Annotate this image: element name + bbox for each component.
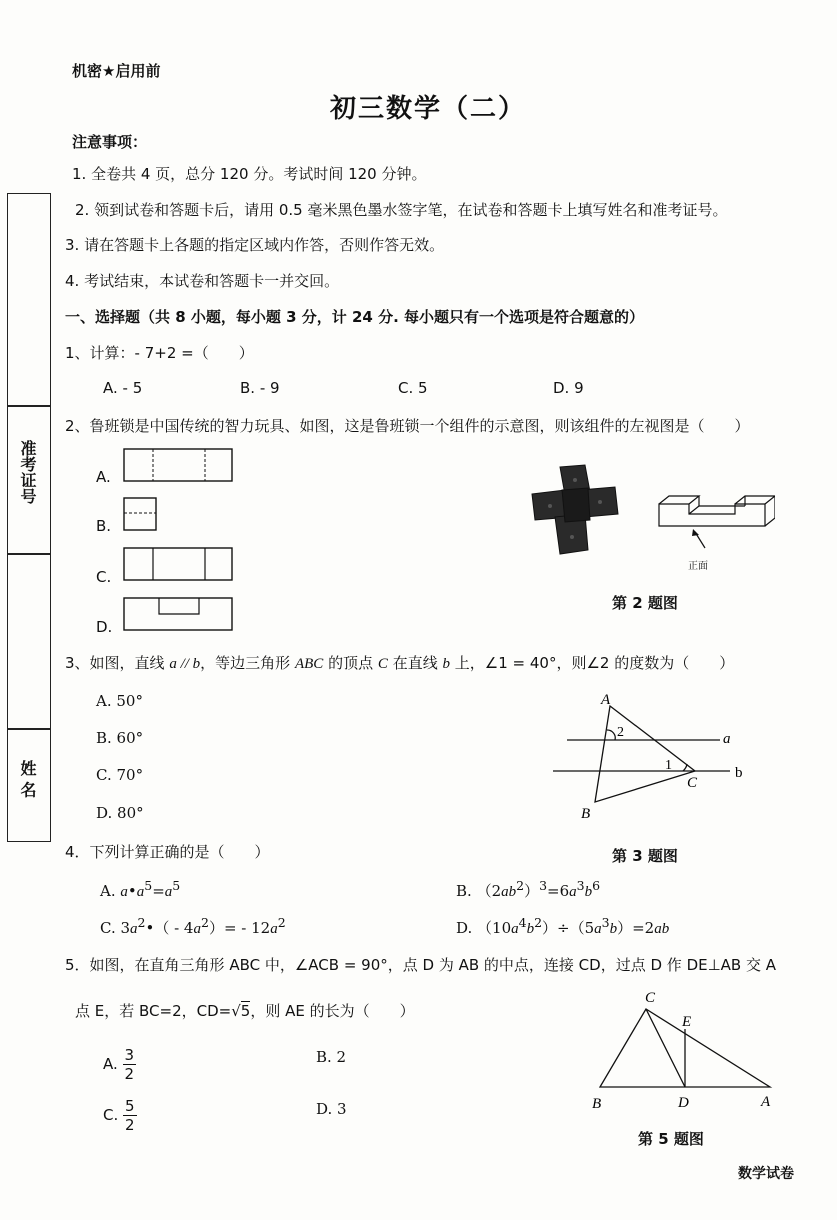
q2-option-d-figure [123,597,235,633]
q2-option-b-figure [123,497,159,533]
section-1-heading: 一、选择题（共 8 小题，每小题 3 分，计 24 分. 每小题只有一个选项是符合题意的） [65,308,645,326]
label-a-vertex: A [601,692,611,708]
q4-option-c-label: C. [100,919,116,937]
frac-a-denominator: 2 [124,1065,135,1083]
sqrt-expression: √5 [231,1002,251,1020]
q5-stem-line1: 5．如图，在直角三角形 ABC 中，∠ACB = 90°，点 D 为 AB 的中点，连接 CD，过点 D 作 DE⊥AB 交 A [65,956,777,974]
q5-caption: 第 5 题图 [638,1130,704,1148]
q3-caption: 第 3 题图 [612,847,678,865]
q3-option-d: D. 80° [96,804,144,822]
notice-item-4: 4. 考试结束，本试卷和答题卡一并交回。 [65,272,340,290]
q2-caption: 第 2 题图 [612,594,678,612]
q5-figure [588,985,788,1115]
q4-option-a: A. $a•a^5=a^5$ [100,878,181,900]
q2-option-c-figure [123,547,235,583]
name-label: 姓 名 [18,760,37,798]
q1-option-c: C. 5 [398,379,428,397]
q3-stem-online: 在直线 [392,654,438,672]
q5-option-a-fraction [123,1046,137,1083]
q3-stem-lines: a // b [169,656,201,672]
q3-stem-prefix: 3、如图，直线 [65,654,165,672]
sqrt-value: 5 [240,1002,251,1020]
q5-stem-line2 [75,1000,415,1021]
label-c-vertex: C [687,775,698,791]
q3-stem-tail: 上，∠1 = 40°，则∠2 的度数为（ ） [454,654,735,672]
sidebar-box-blank [7,553,51,730]
q5-option-a-label: A. [103,1055,118,1073]
luban-lock-photo [530,462,620,557]
q5-label-a: A [761,1094,771,1110]
frac-c-numerator: 5 [125,1097,135,1115]
q2-option-b-label: B. [96,517,112,535]
q5-option-d: D. 3 [316,1100,347,1118]
q5-stem-line2-prefix: 点 E，若 BC=2，CD= [75,1002,232,1020]
q5-stem-line2-suffix: ，则 AE 的长为（ ） [250,1002,415,1020]
q4-option-d-label: D. [456,919,473,937]
frac-a-numerator: 3 [124,1046,135,1064]
page-title: 初三数学（二） [330,94,527,124]
frac-c-denominator: 2 [125,1116,135,1134]
q3-stem-mid: ，等边三角形 [200,654,291,672]
q4-stem: 4．下列计算正确的是（ ） [65,843,270,861]
q5-label-e: E [682,1014,692,1030]
q4-option-a-label: A. [100,882,116,900]
q3-stem-vertex: 的顶点 [328,654,374,672]
q5-option-c-label: C. [103,1106,119,1124]
q2-option-c-label: C. [96,568,112,586]
label-angle-2: 2 [617,725,624,740]
q5-option-c [103,1097,137,1134]
confidential-label: 机密★启用前 [72,62,161,80]
q3-stem [65,652,734,673]
exam-id-label: 准考证号 [18,440,37,504]
q2-option-a-label: A. [96,468,111,486]
q4-option-d: D. $(10a^4b^2)\div(5a^3b)=2ab$ [456,915,670,937]
label-b-vertex: B [581,806,591,822]
q1-option-a: A. - 5 [103,379,143,397]
q5-label-c: C [645,990,656,1006]
q5-label-b: B [592,1096,602,1112]
label-angle-1: 1 [665,758,672,773]
q3-stem-c: C [377,656,388,672]
triangle-abc [595,706,695,802]
q5-label-d: D [678,1095,689,1111]
label-line-a: a [723,731,731,747]
q1-stem: 1、计算：- 7+2 =（ ） [65,344,254,362]
q5-option-b: B. 2 [316,1048,347,1066]
luban-component-figure [655,490,775,570]
label-line-b: b [735,765,743,781]
q1-option-d: D. 9 [553,379,584,397]
q4-option-c: C. $3a^2•( - 4a^2)= - 12a^2$ [100,915,286,937]
front-view-label: 正面 [688,561,708,572]
q3-option-a: A. 50° [96,692,143,710]
q3-option-b: B. 60° [96,729,144,747]
q3-stem-abc: ABC [294,656,324,672]
q2-option-a-figure [123,448,235,484]
notice-item-3: 3. 请在答题卡上各题的指定区域内作答，否则作答无效。 [65,236,445,254]
q3-stem-b: b [442,656,450,672]
q2-stem: 2、鲁班锁是中国传统的智力玩具、如图，这是鲁班锁一个组件的示意图，则该组件的左视图是（ ） [65,417,750,435]
q4-option-b-label: B. [456,882,472,900]
q3-option-c: C. 70° [96,766,144,784]
notice-item-2: 2. 领到试卷和答题卡后，请用 0.5 毫米黑色墨水签字笔，在试卷和答题卡上填写姓名和准考证号。 [75,201,728,219]
notice-item-1: 1. 全卷共 4 页，总分 120 分。考试时间 120 分钟。 [72,165,427,183]
q1-option-b: B. - 9 [240,379,280,397]
q2-option-d-label: D. [96,618,113,636]
q3-figure [545,688,765,823]
q4-option-b: B. $(2ab^2)^3=6a^3b^6$ [456,878,601,900]
sidebar-box-top [7,193,51,407]
q5-option-a [103,1046,136,1083]
notice-heading: 注意事项： [72,133,148,151]
q5-option-c-fraction [123,1097,137,1134]
footer-label: 数学试卷 [738,1166,794,1182]
